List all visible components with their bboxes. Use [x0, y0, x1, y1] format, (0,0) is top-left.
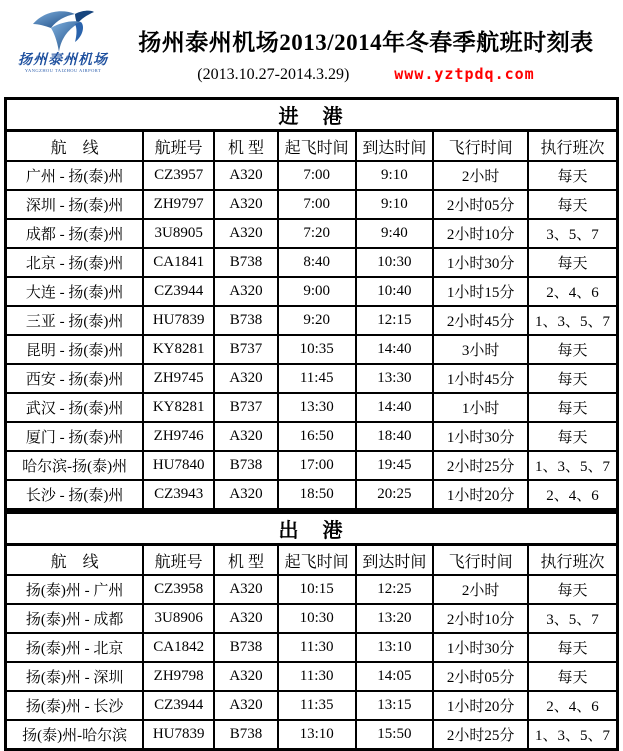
table-cell: 扬(泰)州-哈尔滨	[6, 720, 144, 750]
table-cell: HU7839	[143, 720, 214, 750]
table-cell: 2、4、6	[528, 691, 617, 720]
table-cell: 13:10	[278, 720, 356, 750]
table-cell: A320	[214, 604, 278, 633]
table-cell: 2小时10分	[433, 604, 528, 633]
table-cell: CZ3944	[143, 691, 214, 720]
table-cell: 扬(泰)州 - 深圳	[6, 662, 144, 691]
table-cell: 1小时30分	[433, 248, 528, 277]
table-cell: 1小时20分	[433, 480, 528, 510]
column-header: 机 型	[214, 545, 278, 576]
table-cell: 每天	[528, 248, 617, 277]
table-cell: 2小时25分	[433, 720, 528, 750]
table-cell: A320	[214, 190, 278, 219]
column-header: 航 线	[6, 545, 144, 576]
table-cell: 7:20	[278, 219, 356, 248]
column-header: 到达时间	[356, 131, 434, 162]
table-row	[6, 277, 618, 306]
table-cell: 13:20	[356, 604, 434, 633]
departures-table	[4, 511, 619, 751]
table-cell: A320	[214, 691, 278, 720]
table-cell: ZH9745	[143, 364, 214, 393]
column-header: 起飞时间	[278, 131, 356, 162]
table-cell: 9:10	[356, 190, 434, 219]
table-cell: 11:45	[278, 364, 356, 393]
table-cell: 11:30	[278, 633, 356, 662]
table-cell: A320	[214, 575, 278, 604]
table-cell: KY8281	[143, 335, 214, 364]
departures-section-title: 出 港	[6, 513, 618, 545]
table-cell: 11:35	[278, 691, 356, 720]
table-cell: 9:40	[356, 219, 434, 248]
table-cell: 3U8905	[143, 219, 214, 248]
table-cell: CZ3944	[143, 277, 214, 306]
table-cell: 每天	[528, 422, 617, 451]
table-row	[6, 335, 618, 364]
table-cell: 1小时15分	[433, 277, 528, 306]
table-cell: 1、3、5、7	[528, 306, 617, 335]
table-cell: 1小时20分	[433, 691, 528, 720]
table-cell: 16:50	[278, 422, 356, 451]
table-cell: 9:10	[356, 161, 434, 190]
table-cell: 10:30	[278, 604, 356, 633]
table-row	[6, 422, 618, 451]
table-cell: 10:35	[278, 335, 356, 364]
table-cell: A320	[214, 422, 278, 451]
table-cell: 11:30	[278, 662, 356, 691]
airport-bird-icon	[10, 8, 116, 54]
table-row	[6, 720, 618, 750]
column-header: 航 线	[6, 131, 144, 162]
airport-logo	[10, 8, 116, 75]
table-cell: B738	[214, 306, 278, 335]
table-cell: ZH9797	[143, 190, 214, 219]
table-cell: 扬(泰)州 - 广州	[6, 575, 144, 604]
table-row	[6, 364, 618, 393]
table-cell: HU7840	[143, 451, 214, 480]
table-cell: CZ3943	[143, 480, 214, 510]
table-cell: KY8281	[143, 393, 214, 422]
table-cell: B738	[214, 633, 278, 662]
table-cell: 12:15	[356, 306, 434, 335]
departures-section-header	[6, 513, 618, 545]
table-cell: 北京 - 扬(泰)州	[6, 248, 144, 277]
table-cell: 1、3、5、7	[528, 720, 617, 750]
table-cell: 每天	[528, 662, 617, 691]
table-cell: 14:40	[356, 335, 434, 364]
arrivals-section-header	[6, 99, 618, 131]
column-header: 到达时间	[356, 545, 434, 576]
table-cell: 武汉 - 扬(泰)州	[6, 393, 144, 422]
table-cell: HU7839	[143, 306, 214, 335]
column-header: 航班号	[143, 545, 214, 576]
table-row	[6, 662, 618, 691]
table-cell: 扬(泰)州 - 北京	[6, 633, 144, 662]
page-title: 扬州泰州机场2013/2014年冬春季航班时刻表	[138, 30, 594, 55]
title-block	[116, 10, 616, 84]
table-cell: 13:10	[356, 633, 434, 662]
table-cell: B738	[214, 720, 278, 750]
table-row	[6, 190, 618, 219]
table-cell: 2小时	[433, 575, 528, 604]
table-cell: 大连 - 扬(泰)州	[6, 277, 144, 306]
table-row	[6, 480, 618, 510]
table-cell: 13:30	[356, 364, 434, 393]
table-cell: 深圳 - 扬(泰)州	[6, 190, 144, 219]
arrivals-section-title: 进 港	[6, 99, 618, 131]
table-cell: 14:05	[356, 662, 434, 691]
table-row	[6, 248, 618, 277]
table-cell: 14:40	[356, 393, 434, 422]
table-cell: 10:30	[356, 248, 434, 277]
table-cell: B737	[214, 335, 278, 364]
table-cell: 9:20	[278, 306, 356, 335]
table-cell: 18:50	[278, 480, 356, 510]
table-cell: 西安 - 扬(泰)州	[6, 364, 144, 393]
website-link[interactable]: www.yztpdq.com	[394, 65, 535, 83]
table-cell: 8:40	[278, 248, 356, 277]
table-cell: 3小时	[433, 335, 528, 364]
table-cell: 每天	[528, 190, 617, 219]
logo-chinese-name: 扬州泰州机场	[18, 53, 108, 68]
table-cell: CZ3958	[143, 575, 214, 604]
table-cell: B738	[214, 451, 278, 480]
table-cell: 2小时25分	[433, 451, 528, 480]
table-cell: 每天	[528, 633, 617, 662]
table-cell: 长沙 - 扬(泰)州	[6, 480, 144, 510]
table-cell: 7:00	[278, 190, 356, 219]
table-row	[6, 691, 618, 720]
table-cell: 每天	[528, 335, 617, 364]
table-cell: 1小时30分	[433, 633, 528, 662]
column-header: 执行班次	[528, 545, 617, 576]
table-row	[6, 575, 618, 604]
table-cell: 1小时30分	[433, 422, 528, 451]
table-cell: 3、5、7	[528, 219, 617, 248]
table-cell: 13:30	[278, 393, 356, 422]
table-cell: 扬(泰)州 - 长沙	[6, 691, 144, 720]
column-header: 飞行时间	[433, 131, 528, 162]
table-cell: CA1841	[143, 248, 214, 277]
subtitle-row	[116, 65, 616, 84]
table-cell: 3、5、7	[528, 604, 617, 633]
table-cell: 17:00	[278, 451, 356, 480]
table-row	[6, 161, 618, 190]
table-cell: 1小时45分	[433, 364, 528, 393]
table-cell: 哈尔滨-扬(泰)州	[6, 451, 144, 480]
table-cell: 12:25	[356, 575, 434, 604]
table-cell: 2小时45分	[433, 306, 528, 335]
table-cell: A320	[214, 480, 278, 510]
column-header: 起飞时间	[278, 545, 356, 576]
column-header: 飞行时间	[433, 545, 528, 576]
table-row	[6, 451, 618, 480]
table-cell: 1、3、5、7	[528, 451, 617, 480]
table-cell: 10:15	[278, 575, 356, 604]
table-cell: 广州 - 扬(泰)州	[6, 161, 144, 190]
table-cell: 扬(泰)州 - 成都	[6, 604, 144, 633]
table-cell: 每天	[528, 575, 617, 604]
table-cell: 每天	[528, 393, 617, 422]
table-cell: 每天	[528, 364, 617, 393]
table-cell: A320	[214, 161, 278, 190]
table-cell: 9:00	[278, 277, 356, 306]
table-cell: 2小时10分	[433, 219, 528, 248]
table-cell: 厦门 - 扬(泰)州	[6, 422, 144, 451]
table-cell: 3U8906	[143, 604, 214, 633]
table-cell: 18:40	[356, 422, 434, 451]
logo-english-name: YANGZHOU TAIZHOU AIRPORT	[24, 69, 102, 74]
table-cell: 三亚 - 扬(泰)州	[6, 306, 144, 335]
table-cell: ZH9798	[143, 662, 214, 691]
table-row	[6, 393, 618, 422]
table-cell: A320	[214, 219, 278, 248]
table-cell: A320	[214, 277, 278, 306]
table-cell: B738	[214, 248, 278, 277]
table-row	[6, 306, 618, 335]
table-cell: CZ3957	[143, 161, 214, 190]
table-cell: 2小时05分	[433, 190, 528, 219]
column-header: 执行班次	[528, 131, 617, 162]
table-cell: 2小时	[433, 161, 528, 190]
table-cell: 13:15	[356, 691, 434, 720]
table-cell: 15:50	[356, 720, 434, 750]
table-row	[6, 633, 618, 662]
table-row	[6, 604, 618, 633]
column-header-row	[6, 545, 618, 576]
table-cell: ZH9746	[143, 422, 214, 451]
table-cell: 每天	[528, 161, 617, 190]
table-cell: A320	[214, 662, 278, 691]
table-cell: 2、4、6	[528, 480, 617, 510]
table-cell: 成都 - 扬(泰)州	[6, 219, 144, 248]
table-cell: 7:00	[278, 161, 356, 190]
table-cell: 20:25	[356, 480, 434, 510]
table-cell: 19:45	[356, 451, 434, 480]
column-header: 机 型	[214, 131, 278, 162]
table-cell: A320	[214, 364, 278, 393]
column-header: 航班号	[143, 131, 214, 162]
schedule-date-range: (2013.10.27-2014.3.29)	[197, 66, 350, 83]
page-header	[0, 0, 623, 97]
table-cell: 2、4、6	[528, 277, 617, 306]
table-cell: 2小时05分	[433, 662, 528, 691]
arrivals-table	[4, 97, 619, 511]
table-cell: B737	[214, 393, 278, 422]
table-cell: CA1842	[143, 633, 214, 662]
table-row	[6, 219, 618, 248]
table-cell: 1小时	[433, 393, 528, 422]
column-header-row	[6, 131, 618, 162]
table-cell: 10:40	[356, 277, 434, 306]
table-cell: 昆明 - 扬(泰)州	[6, 335, 144, 364]
